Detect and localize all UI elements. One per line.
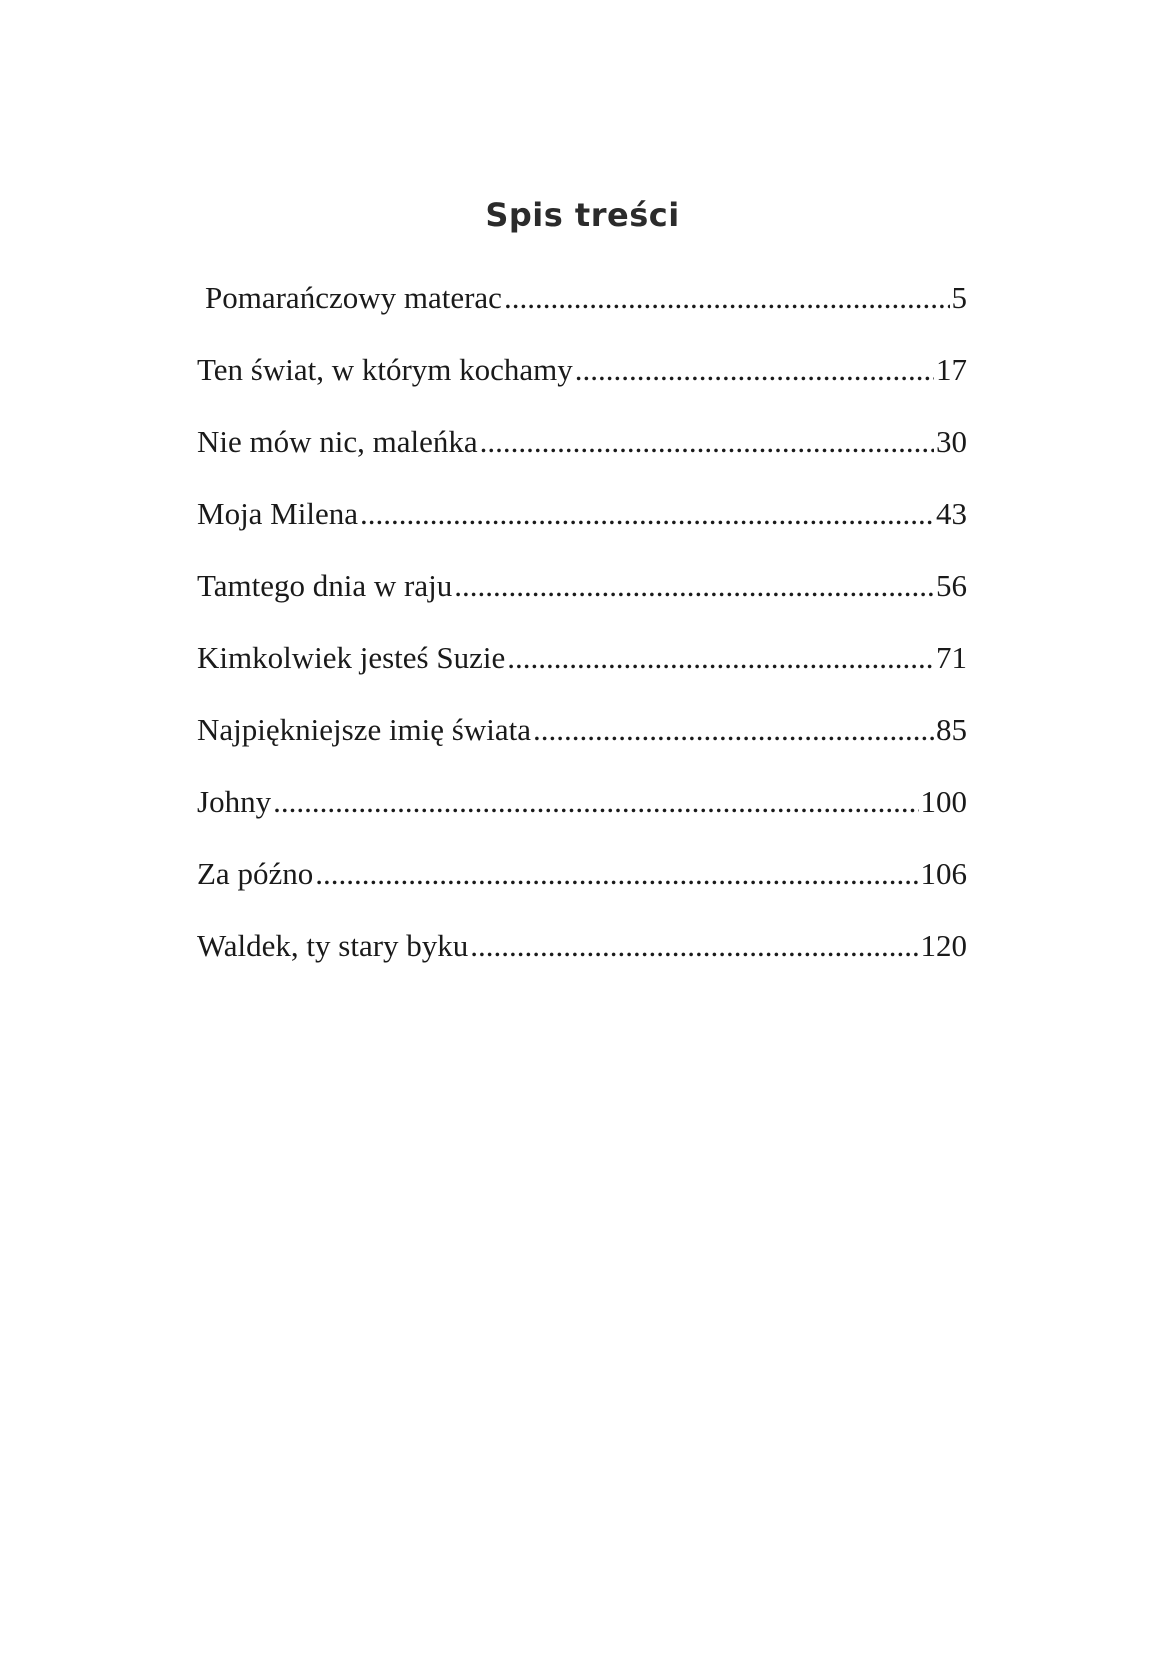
toc-entry-page-number: 43 (936, 496, 967, 531)
toc-entry-title: Waldek, ty stary byku (197, 928, 469, 963)
dot-leader (533, 712, 934, 748)
toc-entry[interactable] (197, 496, 967, 568)
toc-entry-page-number: 120 (920, 928, 967, 963)
toc-entry-title: Pomarańczowy materac (205, 280, 502, 315)
toc-entry-title: Ten świat, w którym kochamy (197, 352, 573, 387)
toc-entry[interactable] (197, 352, 967, 424)
toc-entry-page-number: 85 (936, 712, 967, 747)
toc-entry-title: Za późno (197, 856, 314, 891)
toc-entry-title: Moja Milena (197, 496, 358, 531)
dot-leader (504, 280, 950, 316)
toc-entry-page-number: 100 (920, 784, 967, 819)
toc-entry-page-number: 71 (936, 640, 967, 675)
toc-entry-title: Johny (197, 784, 272, 819)
toc-entry[interactable] (197, 712, 967, 784)
dot-leader (480, 424, 934, 460)
dot-leader (470, 928, 918, 964)
dot-leader (454, 568, 934, 604)
toc-entry-page-number: 17 (936, 352, 967, 387)
toc-entry-title: Najpiękniejsze imię świata (197, 712, 531, 747)
toc-entry[interactable] (197, 568, 967, 640)
toc-entry[interactable] (197, 280, 967, 352)
dot-leader (315, 856, 918, 892)
toc-entry-page-number: 106 (920, 856, 967, 891)
dot-leader (360, 496, 934, 532)
toc-entry[interactable] (197, 928, 967, 1000)
toc-entry[interactable] (197, 640, 967, 712)
toc-entry-page-number: 5 (951, 280, 967, 315)
toc-entry[interactable] (197, 784, 967, 856)
toc-entry-page-number: 30 (936, 424, 967, 459)
page-title: Spis treści (485, 196, 680, 234)
toc-entry-page-number: 56 (936, 568, 967, 603)
toc-entry[interactable] (197, 856, 967, 928)
dot-leader (273, 784, 918, 820)
dot-leader (507, 640, 934, 676)
table-of-contents (197, 280, 967, 1000)
dot-leader (575, 352, 934, 388)
toc-entry-title: Nie mów nic, maleńka (197, 424, 478, 459)
toc-entry-title: Kimkolwiek jesteś Suzie (197, 640, 506, 675)
toc-entry[interactable] (197, 424, 967, 496)
toc-entry-title: Tamtego dnia w raju (197, 568, 453, 603)
